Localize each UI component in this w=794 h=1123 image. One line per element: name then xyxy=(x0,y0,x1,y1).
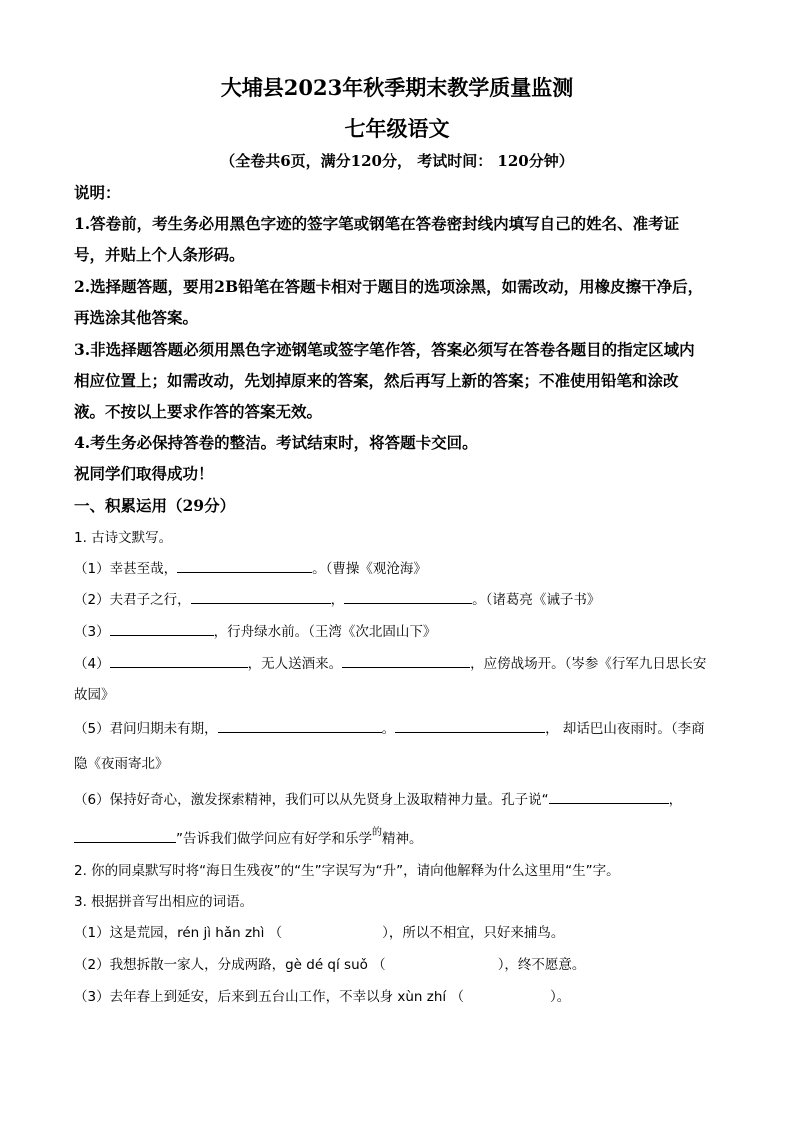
q1-item-6-sup: 的 xyxy=(372,827,382,838)
instruction-4: 4.考生务必保持答卷的整洁。考试结束时，将答题卡交回。 xyxy=(74,433,478,452)
exam-title: 大埔县2023年秋季期末教学质量监测 xyxy=(220,75,574,100)
answer-blank[interactable] xyxy=(110,621,214,636)
q3-item-3-text: （3）去年春上到延安，后来到五台山工作，不幸以身 xùn zhí （ xyxy=(74,989,464,1005)
q1-item-6-text-b: ”告诉我们做学问应有好学和乐学 xyxy=(176,831,372,847)
q1-item-6-text-c: 精神。 xyxy=(382,831,423,847)
instruction-2b: 再选涂其他答案。 xyxy=(74,308,199,327)
answer-blank[interactable] xyxy=(110,653,248,668)
q3-title: 3. 根据拼音写出相应的词语。 xyxy=(74,894,254,910)
q1-item-6-text: （6）保持好奇心，激发探索精神，我们可以从先贤身上汲取精神力量。孔子说“ xyxy=(74,792,549,808)
instruction-3c: 液。不按以上要求作答的答案无效。 xyxy=(74,402,323,421)
instruction-3b: 相应位置上；如需改动，先划掉原来的答案，然后再写上新的答案；不准使用铅笔和涂改 xyxy=(74,371,679,390)
q1-item-1-text: （1）幸甚至哉， xyxy=(74,561,178,577)
q1-item-3 xyxy=(74,620,436,640)
wish-text: 祝同学们取得成功！ xyxy=(74,464,214,483)
instruction-2a: 2.选择题答题，要用2B铅笔在答题卡相对于题目的选项涂黑，如需改动，用橡皮擦干净后， xyxy=(74,277,704,296)
instruction-3a: 3.非选择题答题必须用黑色字迹钢笔或签字笔作答，答案必须写在答卷各题目的指定区域内 xyxy=(74,340,695,359)
exam-info: （全卷共6页，满分120分， 考试时间： 120分钟） xyxy=(220,152,574,170)
q1-title: 1. 古诗文默写。 xyxy=(74,530,173,546)
q1-item-6b xyxy=(74,827,423,847)
answer-blank[interactable] xyxy=(177,558,312,573)
q1-item-5-cont: 隐《夜雨寄北》 xyxy=(74,756,169,772)
q1-item-5 xyxy=(74,717,705,737)
q3-item-1 xyxy=(74,921,564,941)
q3-item-3 xyxy=(74,985,570,1005)
q1-item-3-text: ，行舟绿水前。（王湾《次北固山下》 xyxy=(213,624,437,640)
q1-item-1-source: 。（曹操《观沧海》 xyxy=(312,561,427,577)
instruction-1b: 号，并贴上个人条形码。 xyxy=(74,245,245,264)
answer-blank[interactable] xyxy=(74,828,176,843)
answer-blank[interactable] xyxy=(395,718,545,733)
instructions-label: 说明： xyxy=(74,183,121,202)
q3-item-2 xyxy=(74,953,585,973)
instruction-1a: 1.答卷前，考生务必用黑色字迹的签字笔或钢笔在答卷密封线内填写自己的姓名、准考证 xyxy=(74,214,680,233)
q1-item-4-cont: 故园》 xyxy=(74,687,115,703)
answer-blank[interactable] xyxy=(191,589,331,604)
q1-item-2 xyxy=(74,588,600,608)
q1-item-2-comma: ， xyxy=(330,592,345,608)
q1-item-2-text: （2）夫君子之行， xyxy=(74,592,191,608)
q1-item-4-source: ，应傍战场开。（岑参《行军九日思长安 xyxy=(470,656,707,672)
q1-item-2-source: 。（诸葛亮《诫子书》 xyxy=(472,592,601,608)
q3-item-1-post: ），所以不相宜，只好来捕鸟。 xyxy=(382,925,565,941)
answer-blank[interactable] xyxy=(342,653,470,668)
section-1-title: 一、积累运用（29分） xyxy=(74,496,236,515)
q1-item-5-text: （5）君问归期未有期， xyxy=(74,721,218,737)
q1-item-1 xyxy=(74,557,427,577)
answer-blank[interactable] xyxy=(344,589,472,604)
q3-item-3-post: ）。 xyxy=(549,989,571,1005)
q1-item-4-num: （4） xyxy=(74,656,110,672)
q1-item-5-source: ， 却话巴山夜雨时。（李商 xyxy=(545,721,705,737)
q1-item-4 xyxy=(74,652,706,672)
q1-item-4-text: ，无人送酒来。 xyxy=(247,656,343,672)
q1-item-3-num: （3） xyxy=(74,624,110,640)
exam-subject: 七年级语文 xyxy=(344,116,450,141)
q2-text: 2. 你的同桌默写时将“海日生残夜”的“生”字误写为“升”，请向他解释为什么这里用“生”字。 xyxy=(74,863,620,879)
q1-item-6-comma: ， xyxy=(668,792,683,808)
q1-item-6a xyxy=(74,788,682,808)
answer-blank[interactable] xyxy=(218,718,382,733)
q1-item-5-period: 。 xyxy=(381,721,396,737)
q3-item-2-post: ），终不愿意。 xyxy=(497,957,586,973)
q3-item-2-text: （2）我想拆散一家人，分成两路，gè dé qí suǒ （ xyxy=(74,957,386,973)
q3-item-1-text: （1）这是荒园，rén jì hǎn zhì （ xyxy=(74,925,283,941)
answer-blank[interactable] xyxy=(549,789,669,804)
